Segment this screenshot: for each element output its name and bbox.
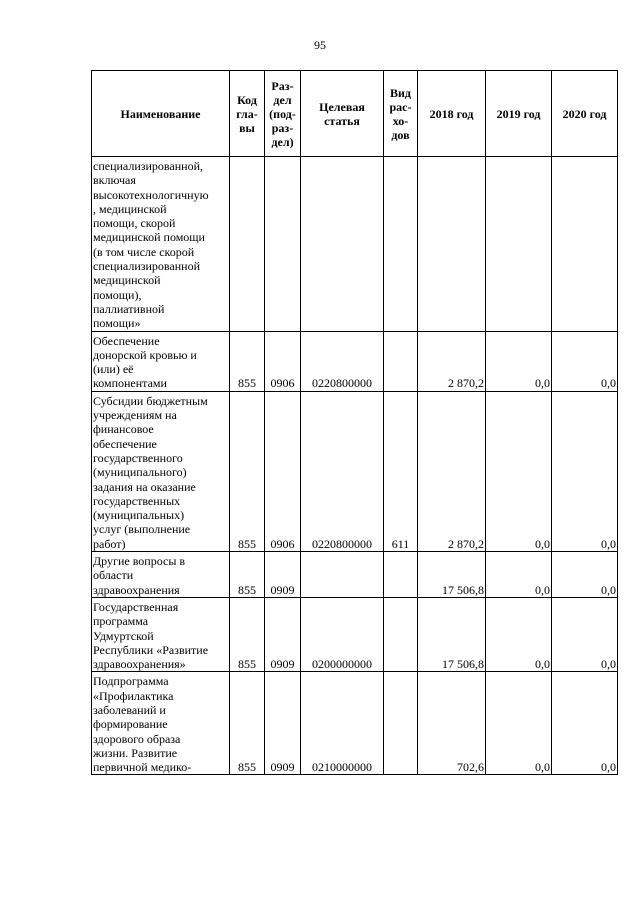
row-2018: 2 870,2 xyxy=(418,391,486,551)
row-code: 855 xyxy=(230,391,265,551)
budget-table xyxy=(91,70,618,775)
row-type xyxy=(384,597,418,671)
row-target: 0210000000 xyxy=(301,672,384,775)
row-code xyxy=(230,157,265,332)
row-type xyxy=(384,552,418,598)
row-section xyxy=(265,157,301,332)
table-row xyxy=(92,391,618,551)
row-target xyxy=(301,157,384,332)
row-target: 0200000000 xyxy=(301,597,384,671)
row-section: 0906 xyxy=(265,331,301,391)
row-2018: 17 506,8 xyxy=(418,552,486,598)
row-name: специализированной, включая высокотехнологичную , медицинской помощи, скорой медицинской помощи (в том числе скорой специализированной медицинской помощи), паллиативной помощи» xyxy=(92,157,230,332)
row-2020: 0,0 xyxy=(552,331,618,391)
row-2018: 2 870,2 xyxy=(418,331,486,391)
row-name: Государственная программа Удмуртской Республики «Развитие здравоохранения» xyxy=(92,597,230,671)
row-2019: 0,0 xyxy=(486,331,552,391)
row-type xyxy=(384,157,418,332)
row-section: 0909 xyxy=(265,552,301,598)
row-name: Подпрограмма «Профилактика заболеваний и формирование здорового образа жизни. Развитие первичной медико- xyxy=(92,672,230,775)
row-code: 855 xyxy=(230,597,265,671)
row-2020: 0,0 xyxy=(552,552,618,598)
header-2020: 2020 год xyxy=(552,71,618,157)
row-name: Обеспечение донорской кровью и (или) её компонентами xyxy=(92,331,230,391)
header-target: Целевая статья xyxy=(301,71,384,157)
row-code: 855 xyxy=(230,331,265,391)
row-2018: 702,6 xyxy=(418,672,486,775)
row-code: 855 xyxy=(230,672,265,775)
row-target: 0220800000 xyxy=(301,331,384,391)
row-2018 xyxy=(418,157,486,332)
row-2019: 0,0 xyxy=(486,391,552,551)
row-code: 855 xyxy=(230,552,265,598)
row-2019 xyxy=(486,157,552,332)
table-row xyxy=(92,331,618,391)
row-2020: 0,0 xyxy=(552,391,618,551)
row-2020 xyxy=(552,157,618,332)
row-target xyxy=(301,552,384,598)
table-row xyxy=(92,672,618,775)
row-2020: 0,0 xyxy=(552,672,618,775)
row-type xyxy=(384,331,418,391)
row-target: 0220800000 xyxy=(301,391,384,551)
table-row xyxy=(92,597,618,671)
row-type xyxy=(384,672,418,775)
header-section: Раз- дел (под- раз- дел) xyxy=(265,71,301,157)
row-section: 0909 xyxy=(265,597,301,671)
header-code: Код гла- вы xyxy=(230,71,265,157)
row-2019: 0,0 xyxy=(486,597,552,671)
header-2018: 2018 год xyxy=(418,71,486,157)
row-section: 0906 xyxy=(265,391,301,551)
row-name: Другие вопросы в области здравоохранения xyxy=(92,552,230,598)
row-section: 0909 xyxy=(265,672,301,775)
row-2019: 0,0 xyxy=(486,672,552,775)
row-type: 611 xyxy=(384,391,418,551)
header-2019: 2019 год xyxy=(486,71,552,157)
header-type: Вид рас- хо- дов xyxy=(384,71,418,157)
row-2020: 0,0 xyxy=(552,597,618,671)
table-header-row xyxy=(92,71,618,157)
row-name: Субсидии бюджетным учреждениям на финансовое обеспечение государственного (муниципального) задания на оказание государственных (муниципальных) услуг (выполнение работ) xyxy=(92,391,230,551)
table-row xyxy=(92,157,618,332)
page-number: 95 xyxy=(314,38,326,52)
table-row xyxy=(92,552,618,598)
header-name: Наименование xyxy=(92,71,230,157)
row-2018: 17 506,8 xyxy=(418,597,486,671)
row-2019: 0,0 xyxy=(486,552,552,598)
